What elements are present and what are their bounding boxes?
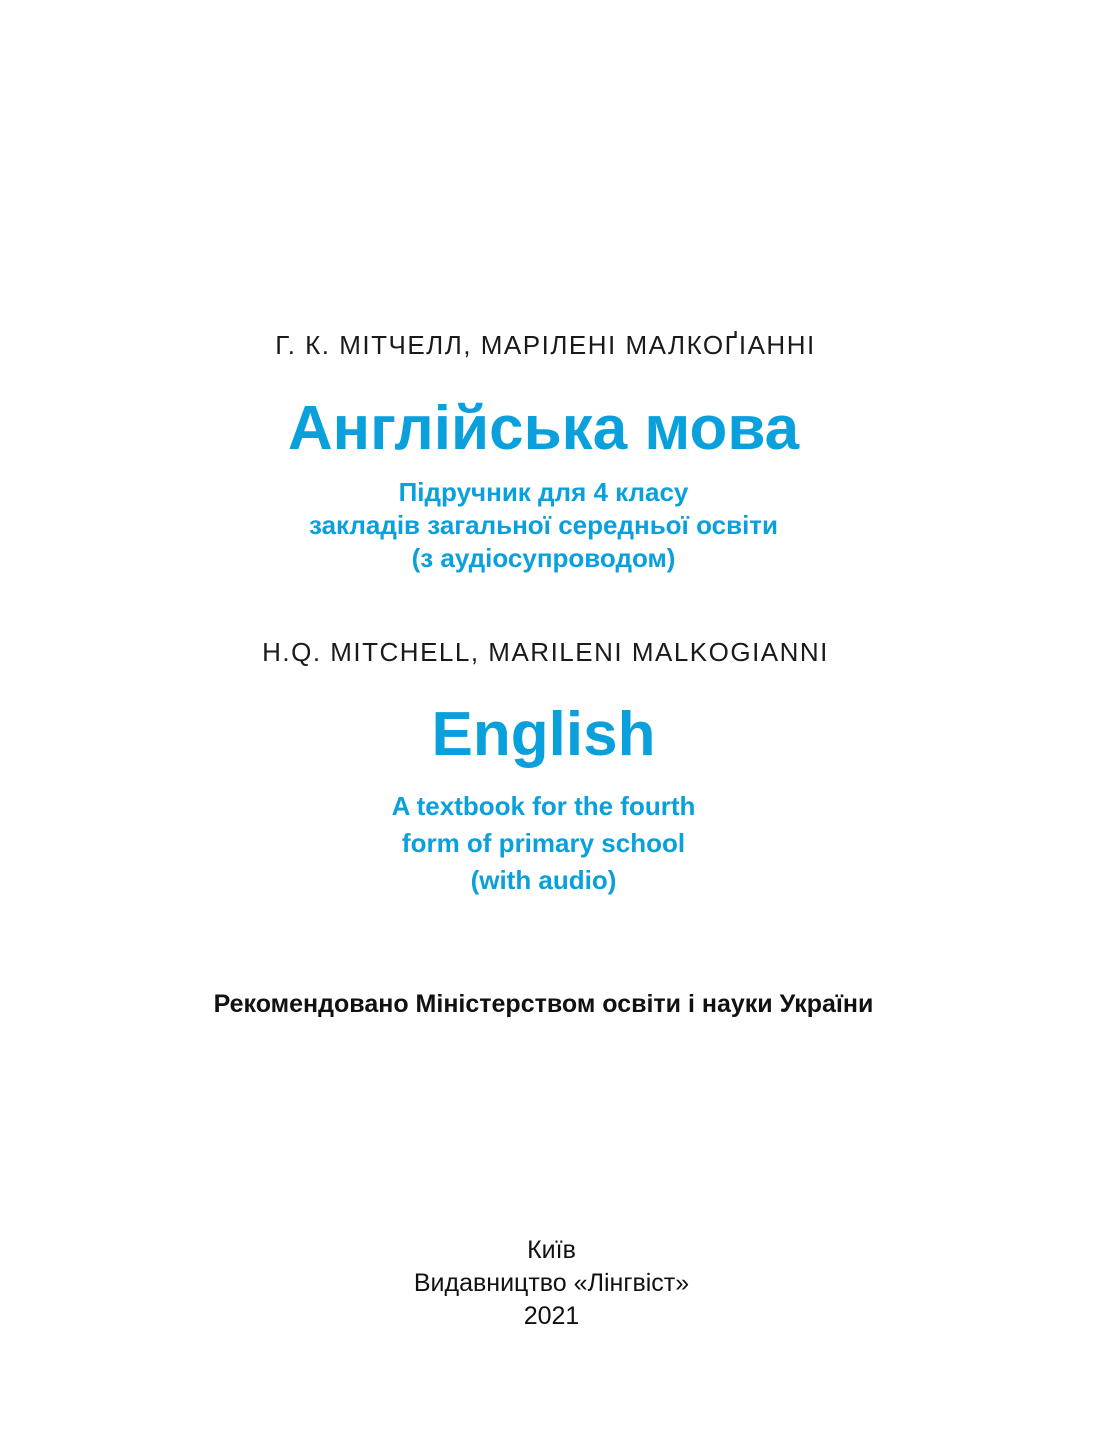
english-subtitle-line-2: form of primary school (401, 828, 686, 858)
ukrainian-title: Англійська мова (287, 394, 800, 463)
imprint (0, 1234, 1107, 1333)
english-subtitle-line-3: (with audio) (470, 865, 617, 895)
ministry-recommendation: Рекомендовано Міністерством освіти і науки України (213, 990, 874, 1018)
ukrainian-subtitle-line-1: Підручник для 4 класу (398, 477, 689, 507)
english-subtitle (0, 788, 1099, 899)
ukrainian-subtitle-line-2: закладів загальної середньої освіти (308, 510, 779, 540)
ukrainian-subtitle-line-3: (з аудіосупроводом) (411, 543, 676, 573)
english-authors: H.Q. MITCHELL, MARILENI MALKOGIANNI (262, 637, 829, 667)
imprint-year: 2021 (523, 1302, 580, 1330)
imprint-city: Київ (527, 1236, 576, 1264)
ukrainian-authors: Г. К. МІТЧЕЛЛ, МАРІЛЕНІ МАЛКОҐІАННІ (275, 330, 816, 360)
english-title: English (431, 700, 656, 769)
english-subtitle-line-1: A textbook for the fourth (391, 791, 696, 821)
imprint-publisher: Видавництво «Лінгвіст» (413, 1269, 690, 1297)
ukrainian-subtitle (0, 476, 1099, 575)
